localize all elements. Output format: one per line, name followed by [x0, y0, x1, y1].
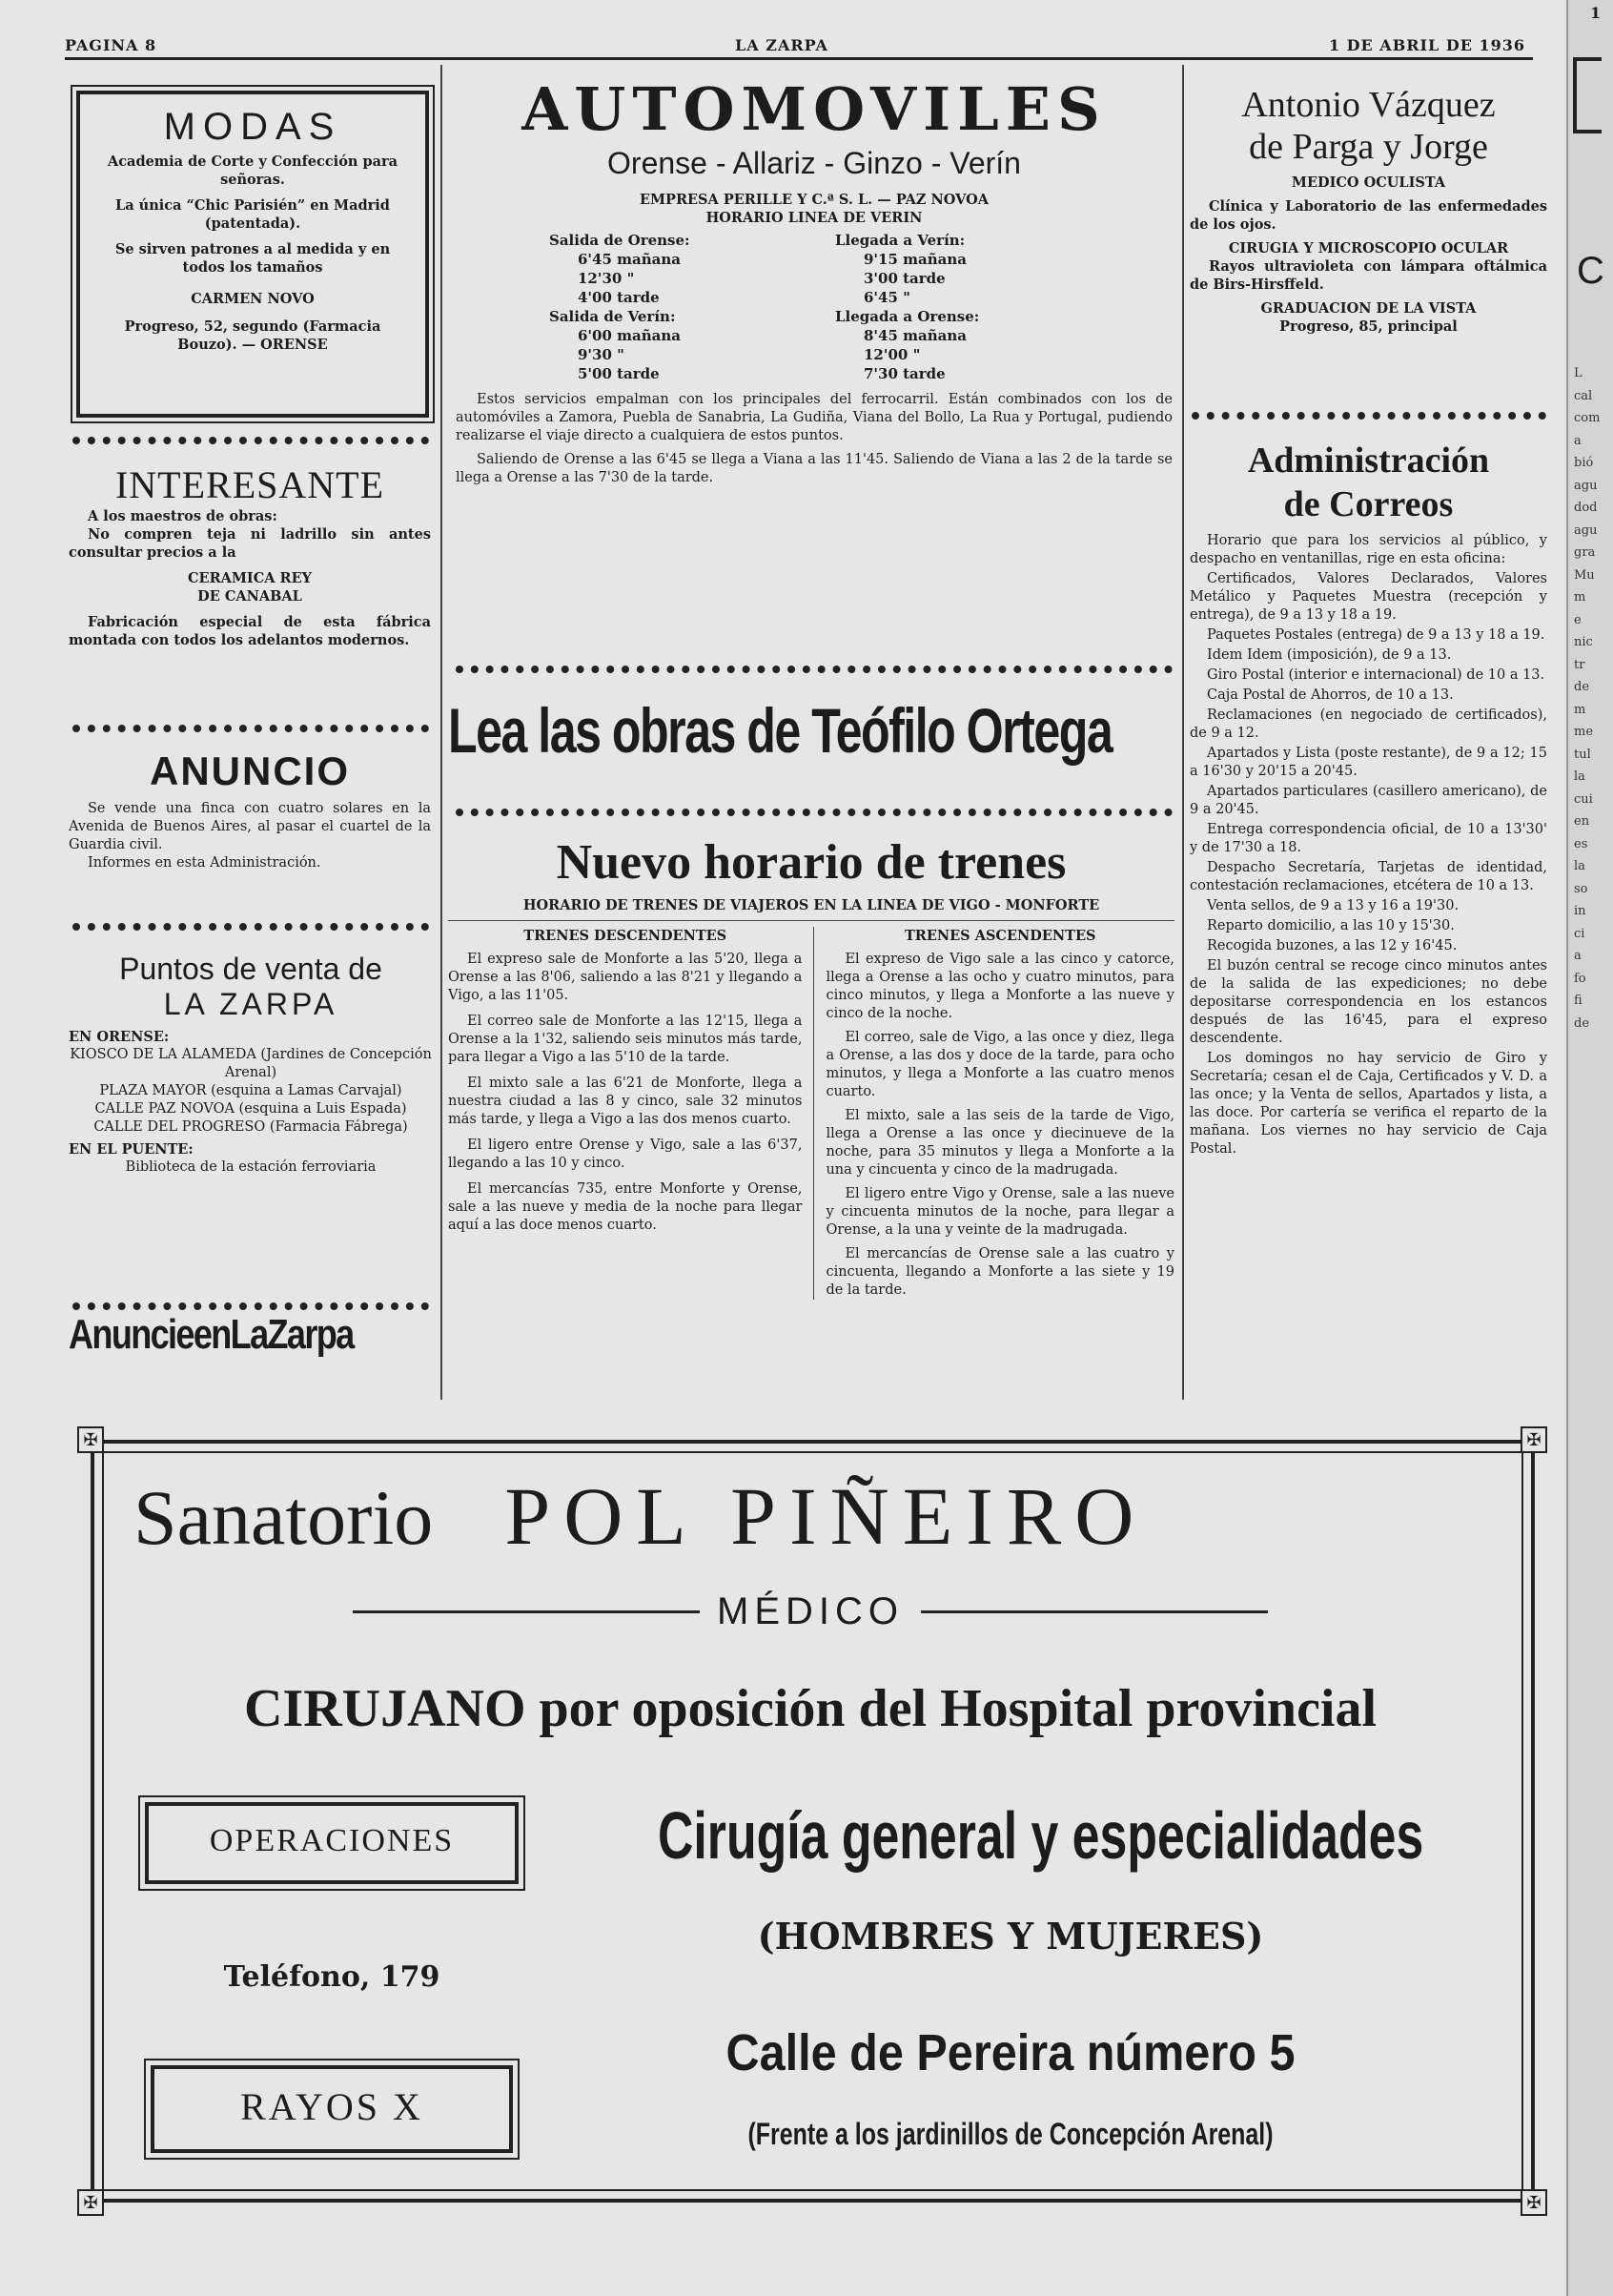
interesante-line2: No compren teja ni ladrillo sin antes consultar precios a la [69, 526, 431, 561]
trenes-columns [448, 927, 1174, 1300]
edge-fragment: so [1574, 881, 1588, 896]
corner-ornament-icon: ✠ [1521, 1426, 1547, 1453]
medico-row [353, 1590, 1268, 1633]
divider [456, 666, 1173, 673]
llegada-orense-head: Llegada a Orense: [835, 308, 980, 325]
asc-item: El ligero entre Vigo y Orense, sale a las nueve y cincuenta minutos de la noche, para llegar a Orense, a la una y veinte de la madrugada. [826, 1186, 1174, 1238]
hombres-mujeres: (HOMBRES Y MUJERES) [757, 1915, 1264, 1958]
teofilo-banner: Lea las obras de Teófilo Ortega [448, 695, 1113, 766]
edge-fragment: Mu [1574, 567, 1595, 583]
masthead: LA ZARPA [735, 36, 828, 54]
llegada-verin-head: Llegada a Verín: [835, 232, 966, 249]
divider [456, 809, 1173, 816]
edge-fragment: tul [1574, 747, 1591, 762]
puntos-title: Puntos de venta de [119, 952, 382, 986]
edge-fragment: a [1574, 433, 1582, 448]
cirugia-general: Cirugía general y especialidades [658, 1798, 1424, 1873]
edge-fragment: dod [1574, 501, 1598, 515]
time-cell: 6'45 mañana [578, 251, 681, 268]
puntos-item: PLAZA MAYOR (esquina a Lamas Carvajal) [99, 1083, 402, 1098]
puntos-item: CALLE DEL PROGRESO (Farmacia Fábrega) [93, 1119, 408, 1135]
puntos-en-puente: EN EL PUENTE: [69, 1141, 194, 1158]
correos-line: Certificados, Valores Declarados, Valores Metálico y Paquetes Muestra (recepción y entrega), de 9 a 13 y 18 a 19. [1190, 571, 1547, 623]
correos-line: Horario que para los servicios al público, y despacho en ventanillas, rige en esta oficina: [1190, 533, 1547, 566]
asc-item: El mixto, sale a las seis de la tarde de Vigo, llega a Orense a las once y diecinueve de la noche, para 35 minutos y llega a Monforte a la una y cincuenta y cinco de la madrugada. [826, 1108, 1174, 1178]
corner-ornament-icon: ✠ [77, 1426, 104, 1453]
time-cell: 8'45 mañana [864, 327, 967, 344]
header-rule [65, 57, 1533, 60]
correos-line: Caja Postal de Ahorros, de 10 a 13. [1207, 687, 1454, 703]
column-rule [1182, 65, 1184, 1400]
correos-line: Los domingos no hay servicio de Giro y Secretaría; cesan el de Caja, Certificados y V. D. a las once; y la Venta de sellos, Apartados y lista, a las doce. Por cartería se verifica el reparto de la mañana. Los viernes no hay servicio de Caja Postal. [1190, 1051, 1547, 1157]
edge-fragment: gra [1574, 545, 1596, 560]
vazquez-address: Progreso, 85, principal [1279, 318, 1458, 335]
puntos-venta [69, 952, 433, 1177]
sanatorio-heading [133, 1468, 1497, 1564]
correos-line: El buzón central se recoge cinco minutos antes de la salida de las expediciones; no debe depositarse correspondencia en los estancos después de las 16'45, para el expreso descendente. [1190, 958, 1547, 1046]
desc-item: El expreso sale de Monforte a las 5'20, llega a Orense a las 8'06, saliendo a las 8'21 y llegando a Vigo, a las 11'05. [448, 952, 803, 1003]
puntos-title-paper: LA ZARPA [163, 987, 338, 1021]
trenes-subtitle: HORARIO DE TRENES DE VIAJEROS EN LA LINEA DE VIGO - MONFORTE [448, 896, 1174, 921]
interesante-company1: CERAMICA REY [187, 570, 313, 586]
automoviles-horario: HORARIO LINEA DE VERIN [705, 210, 923, 226]
time-cell: 9'30 " [578, 346, 624, 363]
anuncio-title: ANUNCIO [150, 748, 350, 793]
correos-line: Reparto domicilio, a las 10 y 15'30. [1207, 918, 1455, 933]
automoviles-company: EMPRESA PERILLE Y C.ª S. L. — PAZ NOVOA [639, 192, 990, 208]
edge-fragment: fi [1574, 994, 1582, 1008]
edge-fragment: fo [1574, 971, 1586, 986]
correos-notice [1190, 439, 1547, 1160]
frente-jardinillos: (Frente a los jardinillos de Concepción Arenal) [747, 2117, 1274, 2151]
edge-fragment-top: 1 [1590, 4, 1602, 22]
edge-fragment: agu [1574, 523, 1598, 538]
anuncie-banner: AnuncieenLaZarpa [69, 1311, 354, 1358]
schedule-head-row [549, 307, 1045, 326]
sanatorio-title1: Sanatorio [133, 1474, 434, 1561]
asc-item: El expreso de Vigo sale a las cinco y catorce, llega a Orense a las ocho y cuatro minutos, para cinco minutos, y llega a Monforte a las nueve y cinco de la noche. [826, 952, 1174, 1021]
edge-fragment: de [1574, 1015, 1590, 1031]
page-right-margin [1566, 0, 1613, 2296]
edge-fragment: com [1574, 411, 1601, 425]
vazquez-cirugia: CIRUGIA Y MICROSCOPIO OCULAR [1228, 240, 1509, 256]
edge-fragment: e [1574, 612, 1582, 627]
time-cell: 9'15 mañana [864, 251, 967, 268]
vazquez-name1: Antonio Vázquez [1241, 85, 1496, 125]
correos-line: Reclamaciones (en negociado de certificados), de 9 a 12. [1190, 707, 1547, 741]
edge-fragment: es [1574, 836, 1588, 851]
vazquez-name2: de Parga y Jorge [1249, 127, 1488, 167]
modas-line2: La única “Chic Parisién” en Madrid (patentada). [115, 197, 390, 232]
correos-line: Paquetes Postales (entrega) de 9 a 13 y 18 a 19. [1207, 627, 1545, 643]
schedule-table [549, 231, 1045, 383]
page-number: PAGINA 8 [65, 36, 157, 54]
edge-fragment: me [1574, 725, 1594, 739]
asc-item: El mercancías de Orense sale a las cuatro y cincuenta, llegando a Monforte a las siete y 19 de la tarde. [826, 1246, 1174, 1298]
correos-line: Venta sellos, de 9 a 13 y 16 a 19'30. [1207, 898, 1460, 913]
correos-line: Idem Idem (imposición), de 9 a 13. [1207, 647, 1452, 663]
time-cell: 12'30 " [578, 270, 635, 287]
corner-ornament-icon: ✠ [1521, 2189, 1547, 2216]
anuncio-ad [69, 748, 431, 872]
interesante-title: INTERESANTE [114, 463, 385, 506]
edge-fragment: agu [1574, 478, 1598, 493]
time-cell: 6'45 " [864, 289, 910, 306]
asc-item: El correo, sale de Vigo, a las once y diez, llega a Orense, a las dos y doce de la tarde, para ocho minutos, y llega a Monforte a las cuatro menos cuarto. [826, 1030, 1174, 1099]
edge-bracket [1573, 57, 1602, 133]
edge-fragment: cui [1574, 791, 1593, 807]
modas-title: MODAS [163, 106, 342, 148]
time-cell: 6'00 mañana [578, 327, 681, 344]
automoviles-route: Orense - Allariz - Ginzo - Verín [607, 146, 1021, 180]
edge-fragment: ci [1574, 926, 1585, 941]
edge-fragment: de [1574, 680, 1590, 694]
interesante-ad [69, 462, 431, 649]
vazquez-title: MEDICO OCULISTA [1291, 174, 1446, 191]
correos-title1: Administración [1247, 441, 1490, 481]
puntos-puente-item: Biblioteca de la estación ferroviaria [125, 1159, 377, 1175]
edge-fragments [1574, 362, 1612, 1035]
medico-rule [921, 1610, 1268, 1613]
schedule-row [549, 269, 1045, 288]
puntos-item: CALLE PAZ NOVOA (esquina a Luis Espada) [94, 1101, 407, 1117]
modas-ad [76, 91, 429, 418]
automoviles-p1: Estos servicios empalman con los principales del ferrocarril. Están combinados con los de automóviles a Zamora, Puebla de Sanabria, La Gudiña, Viana del Bollo, La Rua y Portugal, pudiendo realizarse el viaje directo a cualquiera de estos puntos. [456, 392, 1173, 443]
edge-fragment: la [1574, 769, 1585, 784]
divider [72, 437, 429, 444]
column-rule [440, 65, 442, 1400]
edge-fragment: tr [1574, 657, 1585, 672]
edge-fragment: L [1574, 366, 1582, 380]
rayos-box: RAYOS X [151, 2065, 513, 2153]
divider [72, 923, 429, 931]
issue-date: 1 DE ABRIL DE 1936 [1328, 36, 1525, 54]
schedule-row [549, 326, 1045, 345]
edge-fragment: a [1574, 949, 1582, 963]
divider [72, 725, 429, 732]
vazquez-rayos: Rayos ultravioleta con lámpara oftálmica de Birs-Hirsffeld. [1190, 258, 1547, 293]
automoviles-title: AUTOMOVILES [521, 74, 1107, 144]
automoviles-p2: Saliendo de Orense a las 6'45 se llega a Viana a las 11'45. Saliendo de Viana a las 2 de la tarde se llega a Orense a las 7'30 de la tarde. [456, 452, 1173, 485]
asc-head: TRENES ASCENDENTES [904, 928, 1096, 944]
anuncio-text: Se vende una finca con cuatro solares en la Avenida de Buenos Aires, al pasar el cuartel de la Guardia civil. [69, 801, 431, 852]
edge-fragment: nic [1574, 635, 1593, 649]
schedule-head-row [549, 231, 1045, 250]
desc-item: El ligero entre Orense y Vigo, sale a las 6'37, llegando a las 10 y cinco. [448, 1138, 803, 1171]
trenes-section [448, 834, 1174, 1300]
time-cell: 5'00 tarde [578, 365, 660, 382]
correos-line: Apartados y Lista (poste restante), de 9 a 12; 15 a 16'30 y 20'15 a 20'45. [1190, 746, 1547, 779]
modas-line3: Se sirven patrones a al medida y en todos los tamaños [114, 241, 391, 276]
divider [72, 1302, 429, 1310]
modas-line1: Academia de Corte y Confección para señoras. [107, 154, 398, 188]
correos-title2: de Correos [1283, 484, 1454, 524]
edge-fragment: m [1574, 590, 1586, 605]
vazquez-clinica: Clínica y Laboratorio de las enfermedades de los ojos. [1190, 198, 1547, 233]
desc-item: El mixto sale a las 6'21 de Monforte, llega a nuestra ciudad a las 8 y cinco, sale 32 minutos más tarde, y llega a Vigo a las dos menos cuarto. [448, 1076, 803, 1127]
time-cell: 12'00 " [864, 346, 921, 363]
puntos-item: KIOSCO DE LA ALAMEDA (Jardines de Concepción Arenal) [70, 1047, 432, 1080]
vazquez-graduacion: GRADUACION DE LA VISTA [1260, 300, 1477, 317]
trenes-ascendentes [814, 927, 1174, 1300]
operaciones-box: OPERACIONES [145, 1802, 519, 1884]
correos-line: Giro Postal (interior e internacional) de 10 a 13. [1207, 667, 1545, 683]
desc-head: TRENES DESCENDENTES [523, 928, 727, 944]
edge-fragment: bió [1574, 456, 1594, 470]
schedule-row [549, 250, 1045, 269]
correos-line: Despacho Secretaría, Tarjetas de identidad, contestación reclamaciones, etcétera de 10 a 13. [1190, 860, 1547, 893]
interesante-line3: Fabricación especial de esta fábrica montada con todos los adelantos modernos. [69, 614, 431, 648]
time-cell: 4'00 tarde [578, 289, 660, 306]
medico-label: MÉDICO [717, 1590, 904, 1632]
edge-fragment: cal [1574, 388, 1593, 403]
modas-address: Progreso, 52, segundo (Farmacia Bouzo). — ORENSE [124, 318, 381, 353]
anuncio-info: Informes en esta Administración. [88, 855, 321, 871]
salida-orense-head: Salida de Orense: [549, 232, 690, 249]
schedule-row [549, 345, 1045, 364]
edge-fragment: m [1574, 702, 1586, 717]
trenes-descendentes [448, 927, 814, 1300]
interesante-line1: A los maestros de obras: [88, 508, 277, 524]
puntos-en-orense: EN ORENSE: [69, 1029, 170, 1045]
modas-name: CARMEN NOVO [191, 291, 315, 307]
schedule-row [549, 288, 1045, 307]
correos-line: Recogida buzones, a las 12 y 16'45. [1207, 938, 1458, 953]
automoviles-ad [456, 74, 1173, 487]
telefono: Teléfono, 179 [223, 1960, 440, 1994]
edge-fragment: in [1574, 904, 1586, 918]
schedule-row [549, 364, 1045, 383]
medico-rule [353, 1610, 700, 1613]
cirujano-line: CIRUJANO por oposición del Hospital provincial [243, 1679, 1378, 1738]
vazquez-ad [1190, 84, 1547, 336]
calle-pereira: Calle de Pereira número 5 [725, 2024, 1296, 2081]
time-cell: 7'30 tarde [864, 365, 946, 382]
time-cell: 3'00 tarde [864, 270, 946, 287]
interesante-company2: DE CANABAL [197, 588, 302, 605]
correos-line: Entrega correspondencia oficial, de 10 a 13'30' y de 17'30 a 18. [1190, 822, 1547, 855]
salida-verin-head: Salida de Verín: [549, 308, 676, 325]
edge-fragment: en [1574, 814, 1590, 829]
sanatorio-title2: POL PIÑEIRO [504, 1470, 1148, 1562]
correos-line: Apartados particulares (casillero americano), de 9 a 20'45. [1190, 784, 1547, 817]
desc-item: El correo sale de Monforte a las 12'15, llega a Orense a la 1'32, saliendo seis minutos más tarde, para llegar a Vigo a las 5'10 de la tarde. [448, 1014, 803, 1065]
trenes-title: Nuevo horario de trenes [556, 835, 1067, 890]
corner-ornament-icon: ✠ [77, 2189, 104, 2216]
edge-fragment-big: C [1577, 250, 1604, 292]
edge-fragment: la [1574, 859, 1585, 873]
desc-item: El mercancías 735, entre Monforte y Orense, sale a las nueve y media de la noche para llegar aquí a las doce menos cuarto. [448, 1181, 803, 1233]
divider [1192, 412, 1546, 420]
